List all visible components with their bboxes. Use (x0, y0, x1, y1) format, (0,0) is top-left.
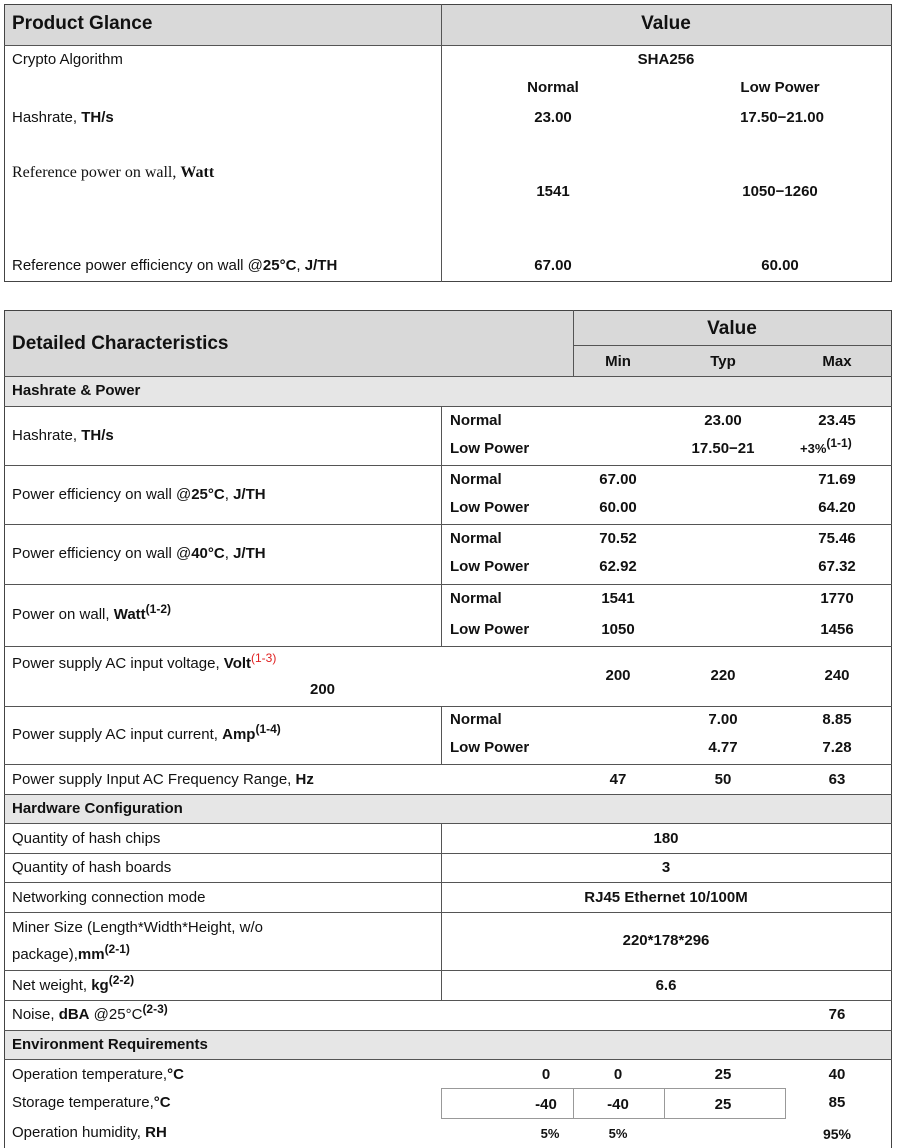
glance-hashrate-normal: 23.00 (534, 109, 572, 126)
hashrate-low-typ: 17.50−21 (691, 440, 755, 457)
current-low-max: 7.28 (822, 739, 852, 756)
current-normal-max: 8.85 (822, 711, 852, 728)
voltage-typ: 220 (710, 667, 736, 684)
detail-header-title: Detailed Characteristics (12, 333, 229, 354)
eff25-low-max: 64.20 (818, 499, 856, 516)
hashrate-label: Hashrate, TH/s (12, 427, 114, 444)
op-temp-min: 0 (613, 1066, 623, 1083)
op-temp-a: 0 (541, 1066, 551, 1083)
voltage-max: 240 (824, 667, 850, 684)
hash-boards-value: 3 (661, 859, 671, 876)
current-low-label: Low Power (450, 739, 530, 756)
power-low-max: 1456 (820, 621, 854, 638)
voltage-min: 200 (605, 667, 631, 684)
hash-boards-label: Quantity of hash boards (12, 859, 172, 876)
section-environment: Environment Requirements (12, 1036, 208, 1053)
storage-temp-typ: 25 (714, 1096, 732, 1113)
frequency-label: Power supply Input AC Frequency Range, Hz (12, 771, 314, 788)
op-temp-label: Operation temperature,°C (12, 1066, 184, 1083)
storage-temp-min: -40 (607, 1096, 629, 1113)
glance-efficiency-low: 60.00 (761, 257, 799, 274)
net-weight-value: 6.6 (655, 977, 677, 994)
glance-power-low: 1050−1260 (742, 183, 818, 200)
hashrate-normal-max: 23.45 (818, 412, 856, 429)
glance-efficiency-label: Reference power efficiency on wall @25°C, J/TH (12, 257, 338, 274)
glance-col-low-power: Low Power (740, 79, 820, 96)
eff25-normal-label: Normal (450, 471, 502, 488)
hashrate-normal-label: Normal (450, 412, 502, 429)
hashrate-low-label: Low Power (450, 440, 530, 457)
noise-label: Noise, dBA $@25^\circ C^{(2-3)}$ (12, 1002, 168, 1023)
power-low-min: 1050 (601, 621, 635, 638)
col-max: Max (822, 353, 852, 370)
detail-header-value: Value (707, 318, 757, 339)
section-hashrate-power: Hashrate & Power (12, 382, 141, 399)
frequency-min: 47 (609, 771, 627, 788)
power-low-label: Low Power (450, 621, 530, 638)
current-normal-typ: 7.00 (708, 711, 738, 728)
col-min: Min (605, 353, 631, 370)
storage-temp-max: 85 (828, 1094, 846, 1111)
op-temp-max: 40 (828, 1066, 846, 1083)
hash-chips-value: 180 (653, 830, 679, 847)
hashrate-normal-typ: 23.00 (704, 412, 742, 429)
glance-header-value: Value (641, 13, 691, 34)
eff40-normal-max: 75.46 (818, 530, 856, 547)
eff25-label: Power efficiency on wall @25°C, J/TH (12, 486, 266, 503)
glance-hashrate-label: Hashrate, TH/s (12, 109, 114, 126)
noise-max: 76 (828, 1006, 846, 1023)
storage-temp-label: Storage temperature,°C (12, 1094, 171, 1111)
eff40-low-min: 62.92 (599, 558, 637, 575)
glance-power-label: Reference power on wall, Watt (12, 164, 215, 181)
crypto-algorithm-value: SHA256 (637, 51, 695, 68)
glance-hashrate-low: 17.50−21.00 (740, 109, 824, 126)
col-typ: Typ (710, 353, 736, 370)
current-normal-label: Normal (450, 711, 502, 728)
power-normal-max: 1770 (820, 590, 854, 607)
humidity-a: 5% (540, 1126, 560, 1141)
network-value: RJ45 Ethernet 10/100M (584, 889, 748, 906)
frequency-typ: 50 (714, 771, 732, 788)
storage-temp-a: -40 (535, 1096, 557, 1113)
network-label: Networking connection mode (12, 889, 206, 906)
net-weight-label: Net weight, $kg^{(2-2)}$ (12, 973, 135, 994)
eff40-normal-min: 70.52 (599, 530, 637, 547)
section-hardware: Hardware Configuration (12, 800, 183, 817)
miner-size-label-line1: Miner Size (Length*Width*Height, w/o (12, 919, 263, 936)
current-low-typ: 4.77 (708, 739, 738, 756)
glance-efficiency-normal: 67.00 (534, 257, 572, 274)
eff25-low-label: Low Power (450, 499, 530, 516)
power-normal-min: 1541 (601, 590, 635, 607)
hash-chips-label: Quantity of hash chips (12, 830, 161, 847)
eff40-low-max: 67.32 (818, 558, 856, 575)
frequency-max: 63 (828, 771, 846, 788)
miner-size-label-line2: $package),mm^{(2-1)}$ (12, 942, 130, 963)
eff25-normal-min: 67.00 (599, 471, 637, 488)
eff25-normal-max: 71.69 (818, 471, 856, 488)
humidity-label: Operation humidity, RH (12, 1124, 167, 1141)
power-normal-label: Normal (450, 590, 502, 607)
eff40-low-label: Low Power (450, 558, 530, 575)
glance-power-normal: 1541 (536, 183, 570, 200)
hashrate-low-max: +3%$^{(1-1)}$ (800, 436, 852, 456)
eff40-normal-label: Normal (450, 530, 502, 547)
op-temp-typ: 25 (714, 1066, 732, 1083)
voltage-extra: 200 (310, 681, 336, 698)
eff40-label: Power efficiency on wall @40°C, J/TH (12, 545, 266, 562)
eff25-low-min: 60.00 (599, 499, 637, 516)
crypto-algorithm-label: Crypto Algorithm (12, 51, 123, 68)
voltage-label: Power supply AC input voltage, Volt$^{(1-3)}$ (12, 651, 277, 672)
glance-col-normal: Normal (527, 79, 579, 96)
current-label: Power supply AC input current, Amp$^{(1-4)}$ (12, 722, 281, 743)
power-label: Power on wall, Watt$^{(1-2)}$ (12, 602, 171, 623)
glance-header-label: Product Glance (12, 13, 153, 34)
humidity-min: 5% (608, 1126, 628, 1141)
miner-size-value: 220*178*296 (622, 932, 710, 949)
humidity-max: 95% (822, 1126, 852, 1142)
